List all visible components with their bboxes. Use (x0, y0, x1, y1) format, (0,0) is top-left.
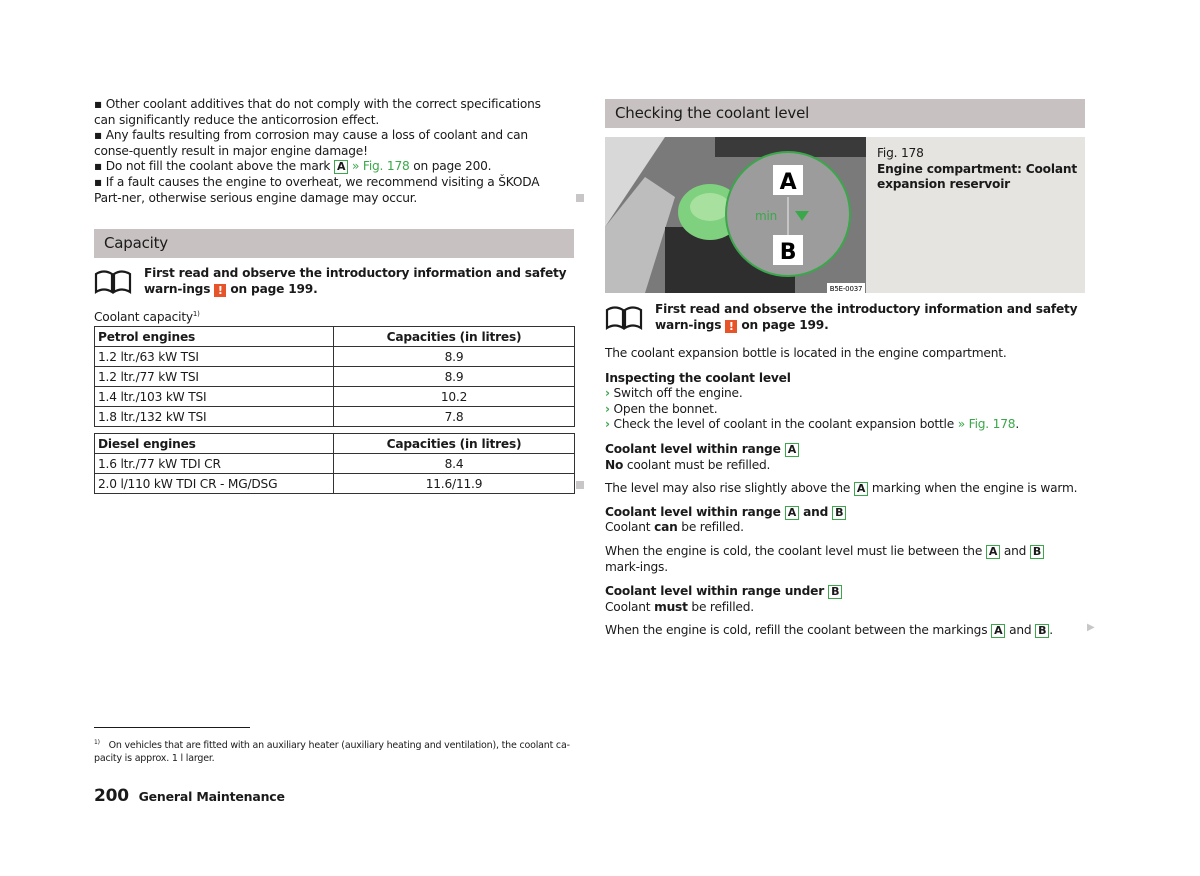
page-footer (94, 786, 285, 806)
marker-a: A (334, 160, 348, 174)
warning-icon: ! (214, 284, 226, 297)
section-end-marker (576, 194, 584, 202)
page-number: 200 (94, 786, 129, 806)
marker-b: B (1035, 624, 1049, 638)
book-icon (605, 304, 643, 330)
bullet-text: Any faults resulting from corrosion may cause a loss of coolant and can conse-quently result in major engine damage! (94, 128, 528, 158)
inspect-title: Inspecting the coolant level (605, 370, 791, 385)
intro-text: The coolant expansion bottle is located in the engine compartment. (605, 346, 1007, 360)
bullet-text: Other coolant additives that do not comply with the correct specifications can significantly reduce the anticorrosion effect. (94, 97, 541, 127)
text: be refilled. (681, 520, 744, 535)
footnote-ref[interactable]: 1) (192, 310, 200, 318)
marker-b: B (832, 506, 846, 520)
capacity-cell: 8.9 (334, 367, 575, 387)
notice-pre: First read and observe the introductory information and safety warn-ings (655, 302, 1078, 332)
caption-text: Coolant capacity (94, 310, 193, 325)
capacity-cell: 11.6/11.9 (334, 474, 575, 494)
text: Coolant (605, 520, 651, 535)
warning-icon: ! (725, 320, 737, 333)
table-row (95, 387, 575, 407)
header-cell: Petrol engines (95, 327, 334, 347)
marker-a: A (986, 545, 1000, 559)
figure-caption (877, 146, 1077, 193)
text: and (803, 504, 829, 519)
step-1 (605, 386, 1085, 402)
bullet-4: ▪ If a fault causes the engine to overheat, we recommend visiting a ŠKODA Part-ner, otherwise serious engine damage may occur. (94, 174, 540, 205)
text: marking when the engine is warm. (871, 481, 1078, 496)
engine-cell: 1.2 ltr./63 kW TSI (95, 347, 334, 367)
table-header (95, 434, 575, 454)
figure-code: B5E-0037 (829, 285, 863, 293)
capacity-cell: 10.2 (334, 387, 575, 407)
range-ab-text (605, 520, 1085, 536)
bullet-text: Do not fill the coolant above the mark (105, 159, 331, 174)
step-arrow-icon: › (605, 417, 610, 432)
bullet-text: on page 200. (413, 159, 492, 174)
bullet-1: ▪ Other coolant additives that do not comply with the correct specifications can significantly reduce the anticorrosion effect. (94, 97, 541, 127)
range-under-b-note (605, 623, 1085, 639)
text: and (1009, 623, 1032, 638)
title-text: Coolant level within range (605, 504, 781, 519)
petrol-table (94, 326, 575, 427)
range-a-text (605, 458, 1085, 474)
header-cell: Diesel engines (95, 434, 334, 454)
title-text: Coolant level within range (605, 441, 781, 456)
emphasis: No (605, 457, 624, 472)
continue-arrow-icon: ▶ (1087, 622, 1095, 633)
step-2 (605, 402, 1085, 418)
page-reference[interactable]: on page 199. (741, 317, 829, 332)
section-end-marker (576, 481, 584, 489)
step-arrow-icon: › (605, 386, 610, 401)
capacity-cell: 7.8 (334, 407, 575, 427)
emphasis: can (654, 520, 678, 535)
section-name: General Maintenance (138, 789, 285, 804)
table-header (95, 327, 575, 347)
figure-number: Fig. 178 (877, 146, 924, 160)
table-caption (94, 310, 200, 324)
range-ab-note (605, 544, 1077, 575)
bullet-3: ▪ Do not fill the coolant above the mark A » Fig. 178 on page 200. (94, 159, 492, 174)
table-row (95, 347, 575, 367)
notice-pre: First read and observe the introductory information and safety warn-ings (144, 266, 567, 296)
page-reference[interactable]: on page 199. (230, 281, 318, 296)
range-under-b-text (605, 600, 1085, 616)
min-label: min (755, 209, 778, 223)
text: When the engine is cold, refill the coolant between the markings (605, 623, 988, 638)
emphasis: must (654, 599, 688, 614)
text: and (1003, 543, 1027, 558)
footnote-mark: 1) (94, 739, 100, 746)
table-row (95, 367, 575, 387)
footnote-text: On vehicles that are fitted with an auxiliary heater (auxiliary heating and ventilation), the coolant ca-pacity is approx. 1 l larger. (94, 740, 570, 765)
notice-text (144, 266, 574, 297)
step-text: Check the level of coolant in the coolant expansion bottle (613, 417, 955, 432)
text: The level may also rise slightly above the (605, 481, 851, 496)
book-icon (94, 268, 132, 294)
figure-link[interactable]: » Fig. 178 (957, 417, 1016, 432)
text: be refilled. (691, 599, 754, 614)
engine-cell: 1.2 ltr./77 kW TSI (95, 367, 334, 387)
text: mark-ings. (605, 559, 668, 574)
safety-notice (605, 302, 1085, 333)
label-a: A (779, 170, 797, 195)
footnote (94, 736, 574, 765)
figure-178 (605, 137, 1085, 293)
range-ab-title (605, 505, 1085, 521)
bullet-text: If a fault causes the engine to overheat, we recommend visiting a ŠKODA Part-ner, otherwise serious engine damage may occur. (94, 174, 540, 205)
engine-cell: 1.6 ltr./77 kW TDI CR (95, 454, 334, 474)
header-cell: Capacities (in litres) (334, 434, 575, 454)
text: . (1049, 623, 1053, 638)
header-cell: Capacities (in litres) (334, 327, 575, 347)
step-text: Open the bonnet. (613, 401, 718, 416)
table-row (95, 454, 575, 474)
range-a-title (605, 442, 1085, 458)
marker-a: A (785, 506, 799, 520)
diesel-table (94, 433, 575, 494)
capacity-cell: 8.9 (334, 347, 575, 367)
title-text: Coolant level within range under (605, 584, 825, 599)
range-under-b-title (605, 584, 1085, 600)
coolant-level-heading: Checking the coolant level (605, 99, 1085, 128)
text: Coolant (605, 599, 651, 614)
figure-link[interactable]: » Fig. 178 (351, 159, 410, 174)
notice-text (655, 302, 1085, 333)
footnote-divider (94, 727, 250, 728)
engine-cell: 1.4 ltr./103 kW TSI (95, 387, 334, 407)
text: When the engine is cold, the coolant level must lie between the (605, 543, 983, 558)
warning-bullets (94, 97, 564, 206)
text: coolant must be refilled. (626, 457, 771, 472)
marker-a: A (854, 482, 868, 496)
marker-a: A (785, 443, 799, 457)
step-arrow-icon: › (605, 401, 610, 416)
marker-a: A (991, 624, 1005, 638)
coolant-instructions (605, 346, 1085, 639)
step-text: Switch off the engine. (613, 386, 743, 401)
engine-cell: 1.8 ltr./132 kW TSI (95, 407, 334, 427)
engine-compartment-image (605, 137, 866, 293)
capacity-cell: 8.4 (334, 454, 575, 474)
step-3: › Check the level of coolant in the coolant expansion bottle » Fig. 178. (605, 417, 1020, 432)
table-row (95, 407, 575, 427)
marker-b: B (828, 585, 842, 599)
figure-title: Engine compartment: Coolant expansion reservoir (877, 161, 1077, 192)
range-a-note (605, 481, 1085, 497)
engine-cell: 2.0 l/110 kW TDI CR - MG/DSG (95, 474, 334, 494)
table-row (95, 474, 575, 494)
safety-notice (94, 266, 574, 297)
bullet-2: ▪ Any faults resulting from corrosion may cause a loss of coolant and can conse-quently result in major engine damage! (94, 128, 528, 158)
capacity-heading: Capacity (94, 229, 574, 258)
label-b: B (779, 240, 797, 265)
marker-b: B (1030, 545, 1044, 559)
